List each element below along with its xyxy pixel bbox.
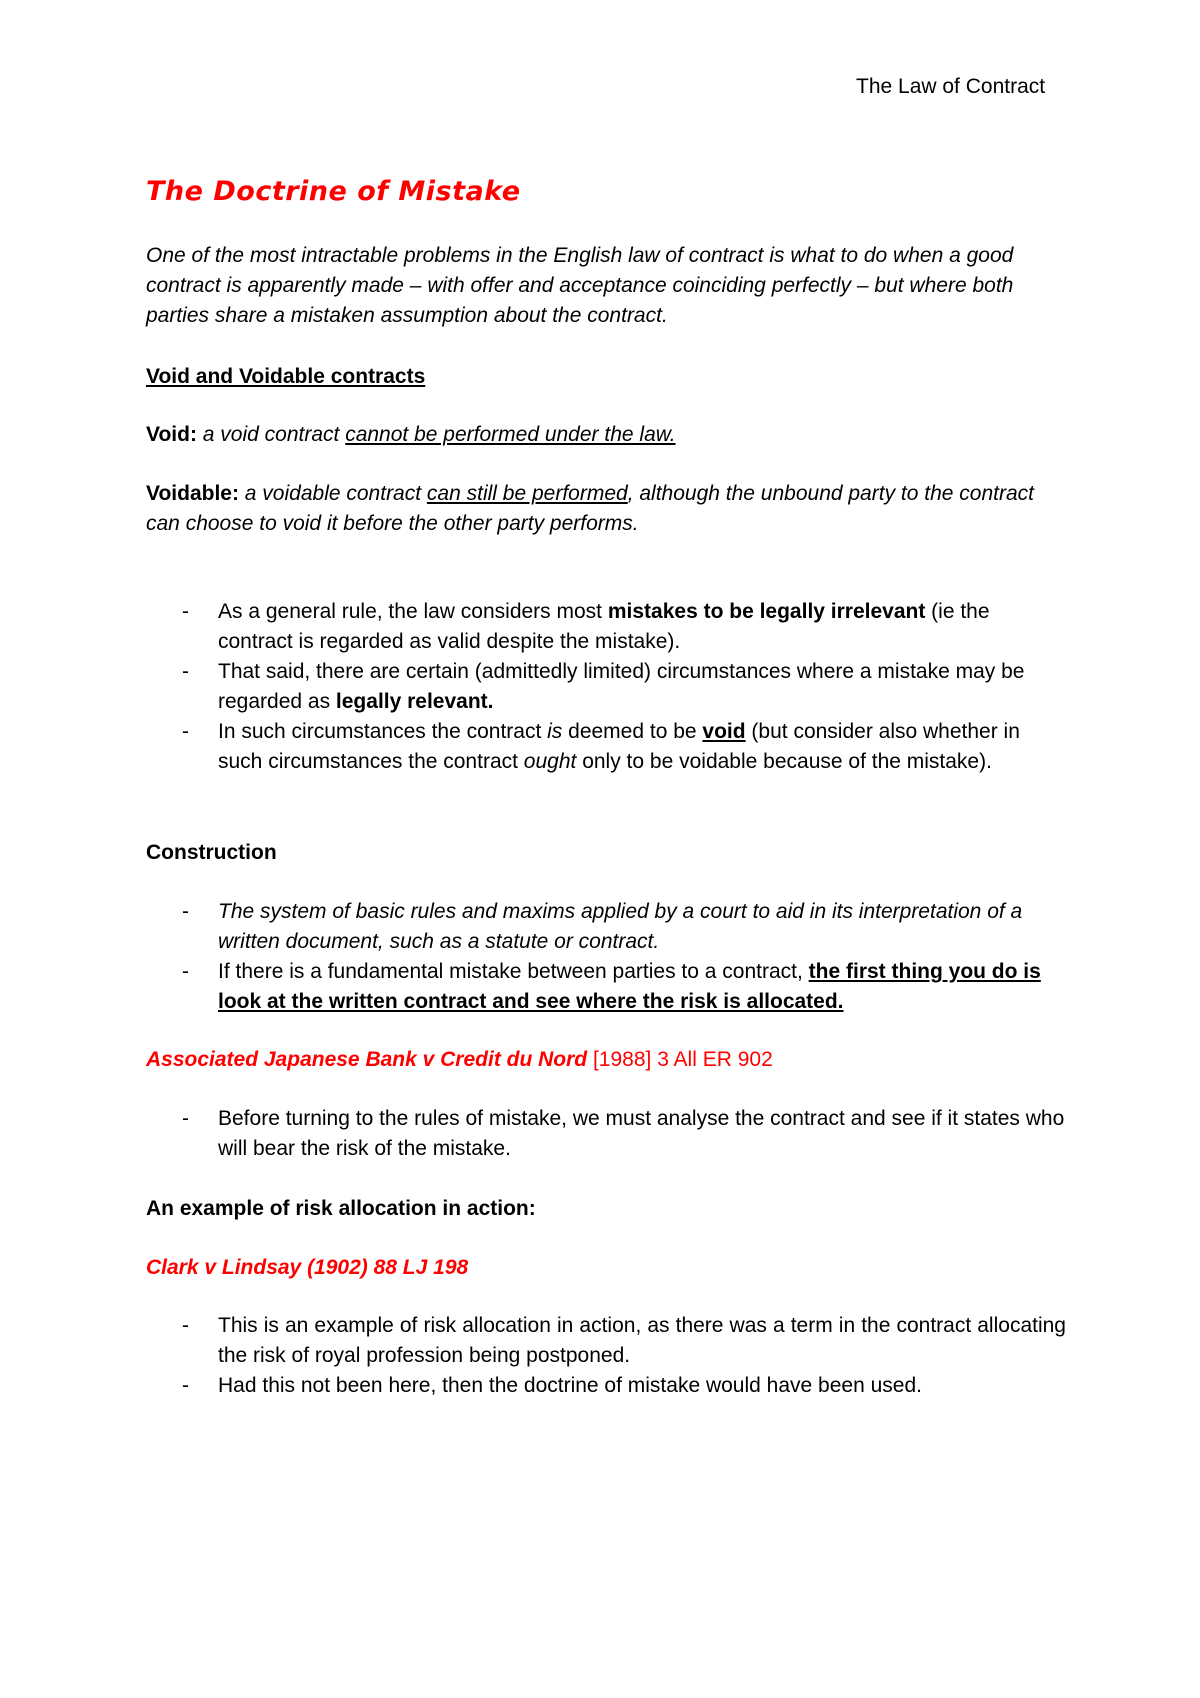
bullet-text: If there is a fundamental mistake between parties to a contract, xyxy=(218,960,809,983)
voidable-definition xyxy=(146,479,1066,539)
bullet-dash: - xyxy=(182,1314,189,1337)
list-item xyxy=(146,1311,1066,1371)
bullet-emphasis: legally relevant. xyxy=(335,690,494,713)
bullet-dash: - xyxy=(182,600,189,623)
void-text-underlined: cannot be performed under the law. xyxy=(345,423,676,446)
list-item xyxy=(146,1371,1066,1401)
bullet-dash: - xyxy=(182,660,189,683)
bullet-emphasis: is xyxy=(547,720,563,743)
bullet-text: (but consider also whether in such circumstances the contract xyxy=(218,720,1020,773)
case-heading-clark-v-lindsay: Clark v Lindsay (1902) 88 LJ 198 xyxy=(146,1256,469,1279)
list-item xyxy=(146,717,1066,777)
case-name: Associated Japanese Bank v Credit du Nord xyxy=(146,1048,588,1071)
voidable-text: a voidable contract xyxy=(244,482,422,505)
risk-allocation-heading: An example of risk allocation in action: xyxy=(146,1197,536,1220)
rules-bullet-list xyxy=(146,597,1066,777)
running-header: The Law of Contract xyxy=(856,75,1046,98)
page-title: The Doctrine of Mistake xyxy=(146,176,521,207)
bullet-dash: - xyxy=(182,900,189,923)
list-item xyxy=(146,597,1066,657)
bullet-text: only to be voidable because of the mistake). xyxy=(576,750,992,773)
bullet-text: (ie the contract is regarded as valid despite the mistake). xyxy=(218,600,990,653)
voidable-text-underlined: can still be performed xyxy=(426,482,628,505)
bullet-text: Had this not been here, then the doctrine of mistake would have been used. xyxy=(218,1374,922,1397)
voidable-text-rest: , although the unbound party to the contract can choose to void it before the other party performs. xyxy=(146,482,1034,535)
bullet-text: This is an example of risk allocation in action, as there was a term in the contract allocating the risk of royal profession being postponed. xyxy=(218,1314,1066,1367)
void-label: Void: xyxy=(146,423,197,446)
construction-heading: Construction xyxy=(146,841,277,864)
bullet-dash: - xyxy=(182,1107,189,1130)
bullet-text: As a general rule, the law considers most xyxy=(218,600,608,623)
list-item xyxy=(146,957,1066,1017)
case-citation: [1988] 3 All ER 902 xyxy=(587,1048,773,1071)
bullet-emphasis: mistakes to be legally irrelevant xyxy=(607,600,926,623)
construction-bullet-list xyxy=(146,897,1066,1017)
bullet-emphasis: the first thing you do is look at the written contract and see where the risk is allocated. xyxy=(218,960,1041,1013)
bullet-text: deemed to be xyxy=(562,720,703,743)
bullet-text: The system of basic rules and maxims applied by a court to aid in its interpretation of a written document, such as a statute or contract. xyxy=(218,900,1023,953)
case1-bullet-list xyxy=(146,1104,1066,1164)
bullet-emphasis: ought xyxy=(523,750,577,773)
list-item xyxy=(146,897,1066,957)
bullet-dash: - xyxy=(182,720,189,743)
void-voidable-heading: Void and Voidable contracts xyxy=(146,365,426,388)
void-definition xyxy=(146,420,1066,450)
list-item xyxy=(146,657,1066,717)
list-item xyxy=(146,1104,1066,1164)
case-heading-associated-japanese-bank xyxy=(146,1045,1066,1075)
void-text: a void contract xyxy=(202,423,340,446)
intro-paragraph: One of the most intractable problems in the English law of contract is what to do when a good contract is apparently made – with offer and acceptance coinciding perfectly – but where both parties share a mistaken assumption about the contract. xyxy=(146,244,1014,327)
bullet-text: In such circumstances the contract xyxy=(218,720,548,743)
voidable-label: Voidable: xyxy=(146,482,239,505)
bullet-text: That said, there are certain (admittedly limited) circumstances where a mistake may be regarded as xyxy=(218,660,1025,713)
bullet-emphasis: void xyxy=(702,720,746,743)
case2-bullet-list xyxy=(146,1311,1066,1401)
bullet-dash: - xyxy=(182,1374,189,1397)
bullet-text: Before turning to the rules of mistake, we must analyse the contract and see if it states who will bear the risk of the mistake. xyxy=(218,1107,1065,1160)
bullet-dash: - xyxy=(182,960,189,983)
